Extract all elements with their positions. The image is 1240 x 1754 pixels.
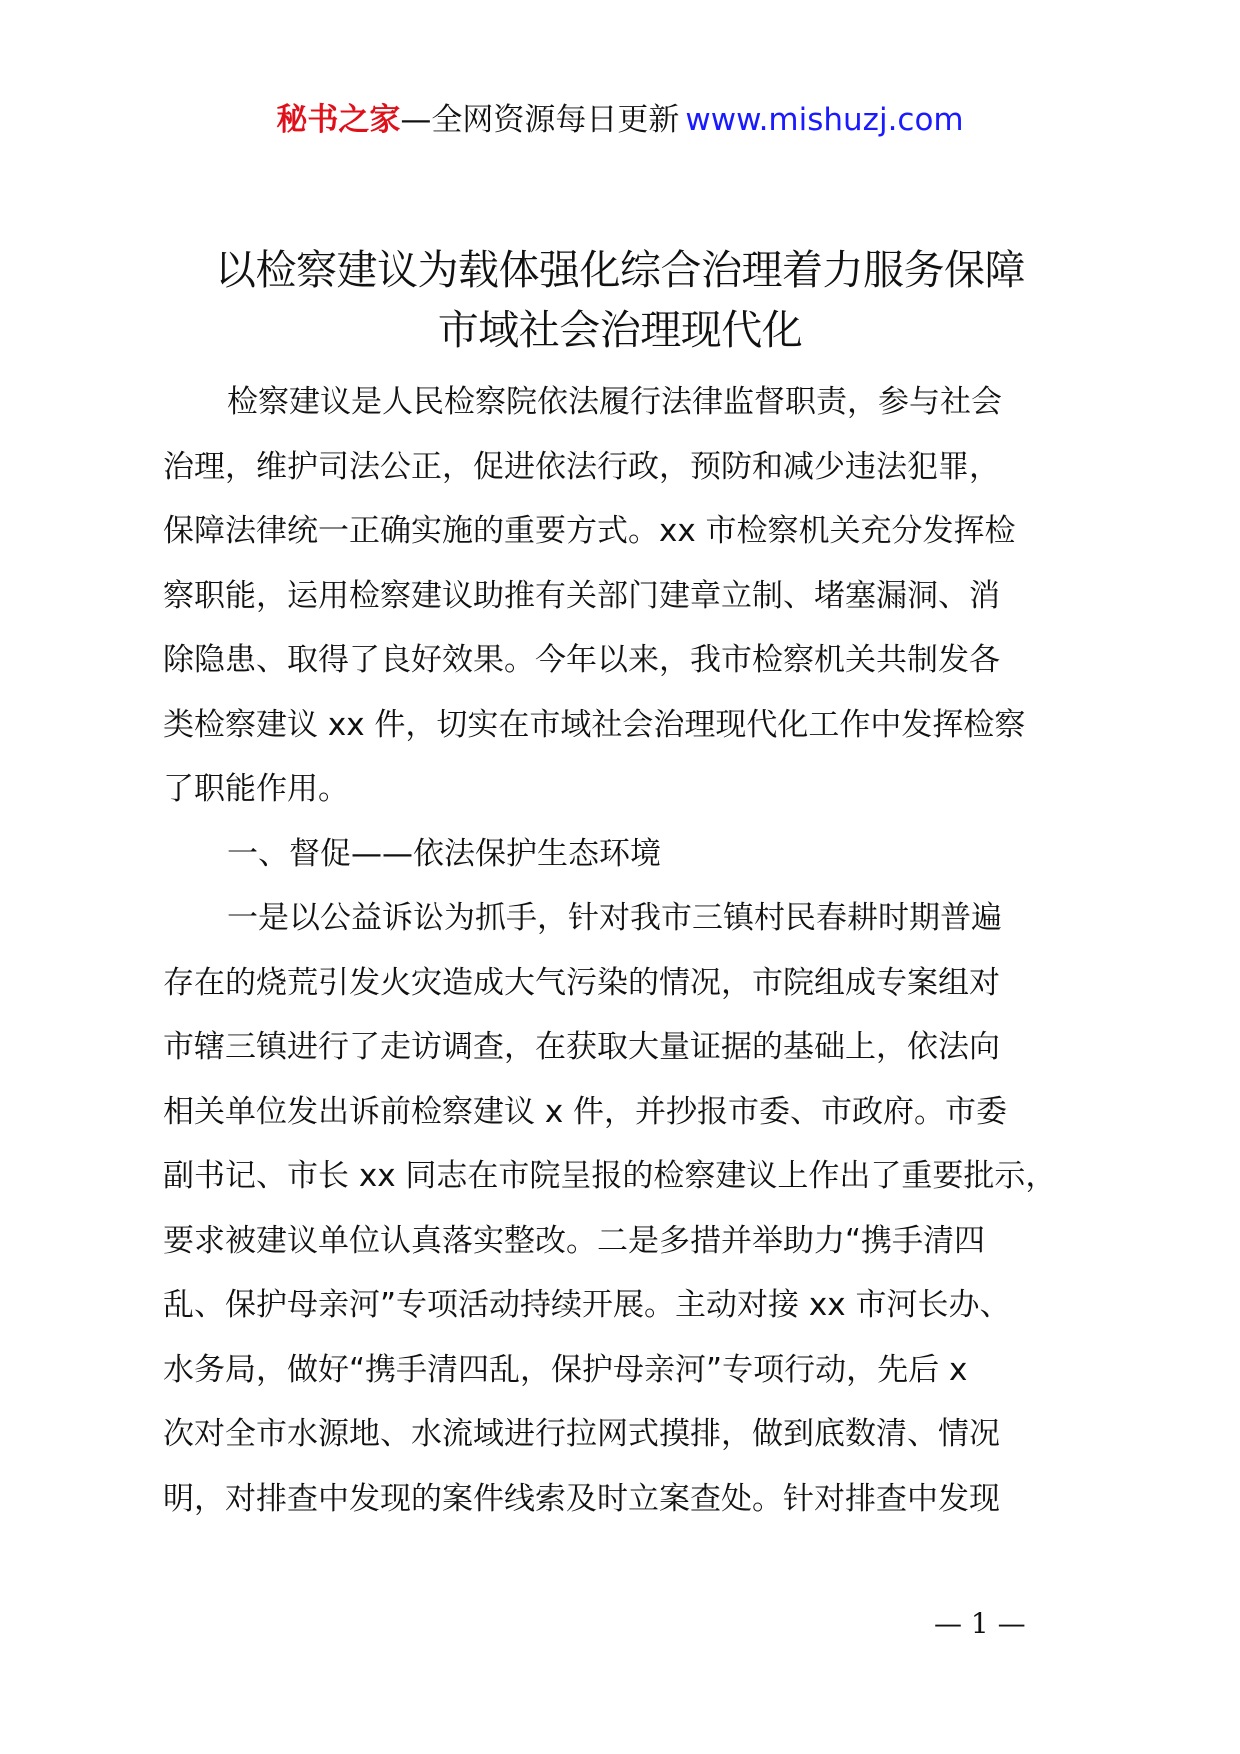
title-line-2: 市域社会治理现代化	[437, 306, 803, 354]
section-heading: 一、督促——依法保护生态环境	[227, 835, 661, 872]
paragraph-line: 一是以公益诉讼为抓手，针对我市三镇村民春耕时期普遍	[227, 900, 1002, 936]
page-number: — 1 —	[934, 1607, 1026, 1640]
title-line-1: 以检察建议为载体强化综合治理着力服务保障	[215, 246, 1025, 294]
paragraph-line: 相关单位发出诉前检察建议 x 件，并抄报市委、市政府。市委	[163, 1093, 1008, 1130]
paragraph-line: 除隐患、取得了良好效果。今年以来，我市检察机关共制发各	[163, 642, 1000, 678]
paragraph-line: 市辖三镇进行了走访调查，在获取大量证据的基础上，依法向	[163, 1029, 1000, 1065]
document-title	[150, 240, 1090, 360]
paragraph-line: 类检察建议 xx 件，切实在市域社会治理现代化工作中发挥检察	[163, 706, 1026, 743]
paragraph-line: 检察建议是人民检察院依法履行法律监督职责，参与社会	[227, 384, 1002, 420]
site-header	[0, 98, 1240, 142]
paragraph-line: 保障法律统一正确实施的重要方式。xx 市检察机关充分发挥检	[163, 513, 1016, 549]
paragraph-line: 治理，维护司法公正，促进依法行政，预防和减少违法犯罪，	[163, 448, 1000, 485]
paragraph-line: 次对全市水源地、水流域进行拉网式摸排，做到底数清、情况	[163, 1416, 1000, 1452]
paragraph-line: 存在的烧荒引发火灾造成大气污染的情况，市院组成专案组对	[163, 964, 1000, 1001]
header-tagline: —全网资源每日更新	[400, 102, 680, 138]
paragraph-line: 察职能，运用检察建议助推有关部门建章立制、堵塞漏洞、消	[163, 577, 1000, 614]
paragraph-line: 乱、保护母亲河”专项活动持续开展。主动对接 xx 市河长办、	[163, 1287, 1011, 1323]
paragraph-line: 副书记、市长 xx 同志在市院呈报的检察建议上作出了重要批示，	[163, 1158, 1057, 1194]
paragraph-line: 水务局，做好“携手清四乱，保护母亲河”专项行动，先后 x	[163, 1351, 968, 1388]
brand-name: 秘书之家	[276, 102, 401, 138]
paragraph-line: 了职能作用。	[163, 771, 349, 807]
paragraph-line: 要求被建议单位认真落实整改。二是多措并举助力“携手清四	[163, 1222, 986, 1259]
paragraph-line: 明，对排查中发现的案件线索及时立案查处。针对排查中发现	[163, 1480, 1000, 1517]
document-body	[163, 370, 1083, 1531]
site-url-link[interactable]: www.mishuzj.com	[685, 102, 964, 138]
